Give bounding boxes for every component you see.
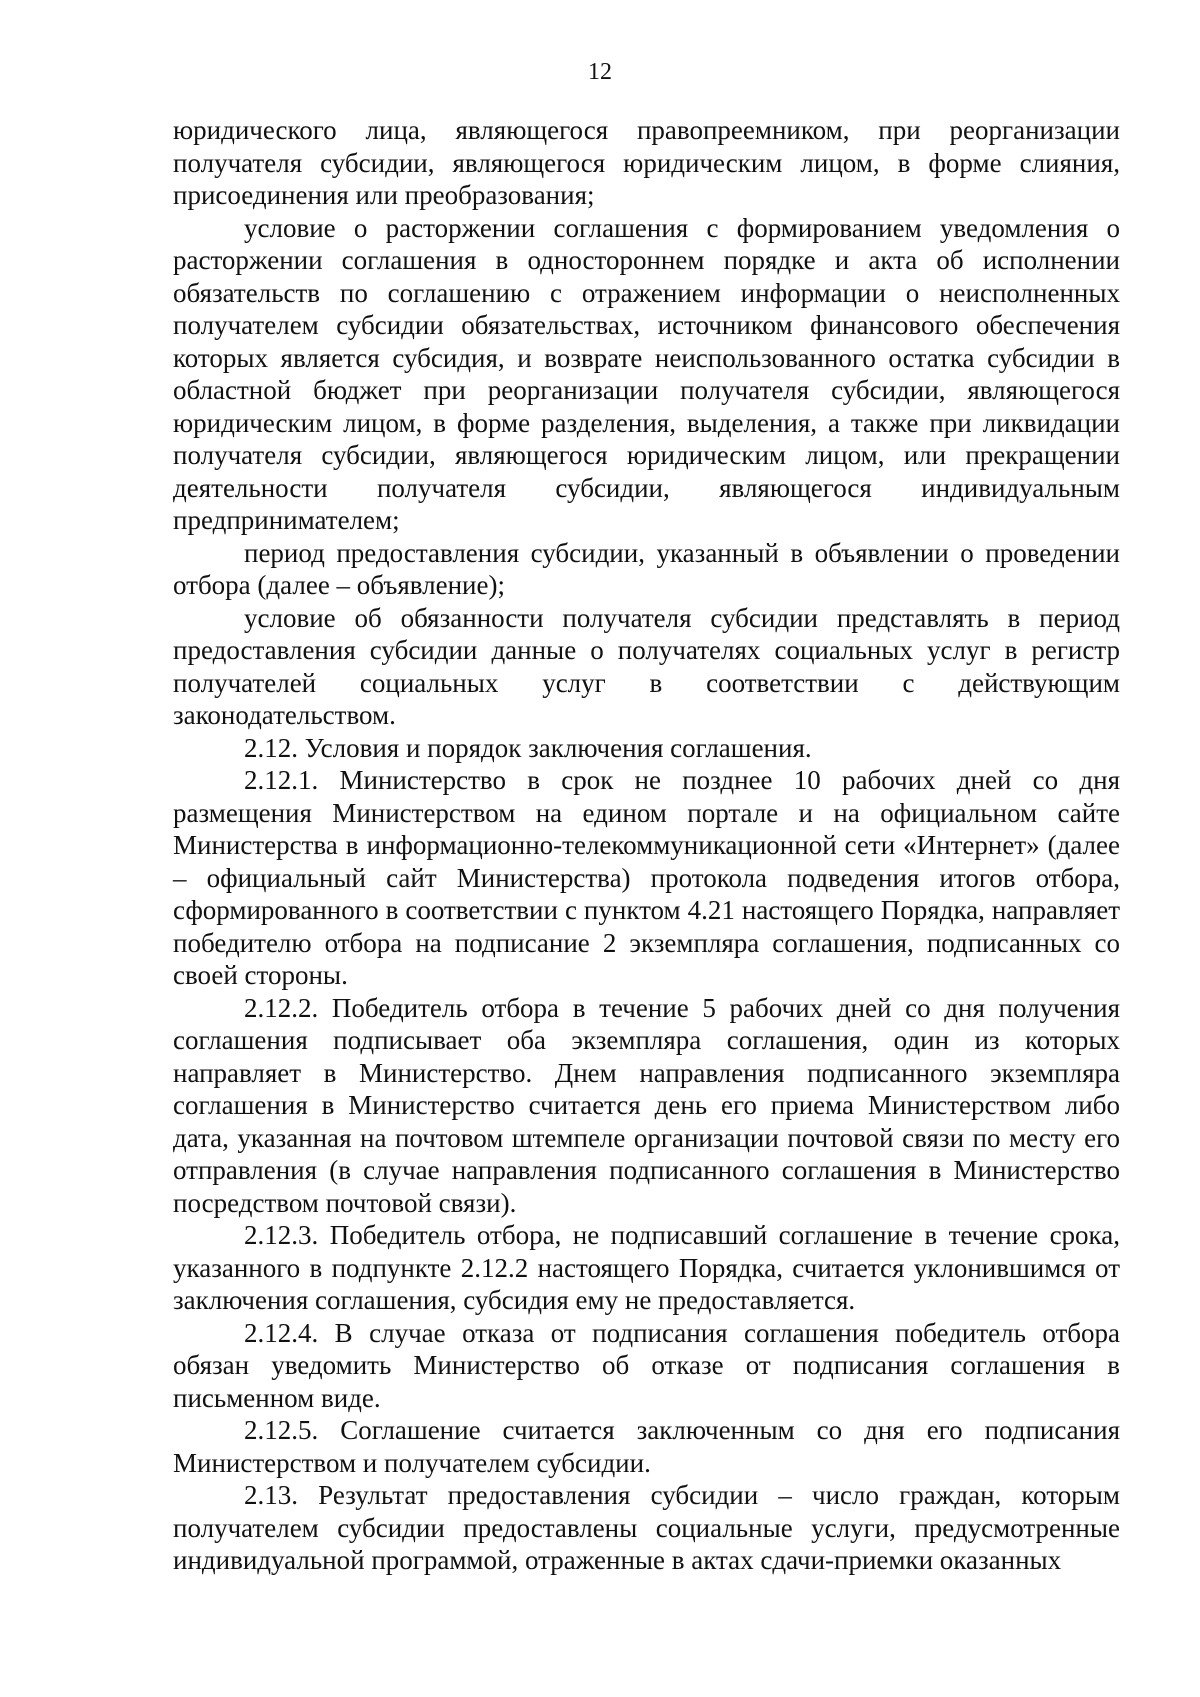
paragraph-registry-obligation: условие об обязанности получателя субсидии представлять в период предоставления субсидии данные о получателях социальных услуг в регистр получателей социальных услуг в соответствии с действующим законодательством. (173, 602, 1120, 730)
paragraph-2-12-5: 2.12.5. Соглашение считается заключенным со дня его подписания Министерством и получателем субсидии. (173, 1415, 1120, 1478)
paragraph-2-12-3: 2.12.3. Победитель отбора, не подписавший соглашение в течение срока, указанного в подпункте 2.12.2 настоящего Порядка, считается уклонившимся от заключения соглашения, субсидия ему не предоставляется. (173, 1220, 1120, 1315)
paragraph-subsidy-period: период предоставления субсидии, указанный в объявлении о проведении отбора (далее – объявление); (173, 537, 1120, 600)
paragraph-2-12-1: 2.12.1. Министерство в срок не позднее 10 рабочих дней со дня размещения Министерством на едином портале и на официальном сайте Министерства в информационно-телекоммуникационной сети «Интернет» (далее – официальный сайт Министерства) протокола подведения итогов отбора, сформированного в соответствии с пунктом 4.21 настоящего Порядка, направляет победителю отбора на подписание 2 экземпляра соглашения, подписанных со своей стороны. (173, 765, 1120, 990)
paragraph-termination-condition: условие о расторжении соглашения с формированием уведомления о расторжении соглашения в одностороннем порядке и акта об исполнении обязательств по соглашению с отражением информации о неисполненных получателем субсидии обязательствах, источником финансового обеспечения которых является субсидия, и возврате неиспользованного остатка субсидии в областной бюджет при реорганизации получателя субсидии, являющегося юридическим лицом, в форме разделения, выделения, а также при ликвидации получателя субсидии, являющегося юридическим лицом, или прекращении деятельности получателя субсидии, являющегося индивидуальным предпринимателем; (173, 212, 1120, 535)
paragraph-continuation: юридического лица, являющегося правопреемником, при реорганизации получателя субсидии, являющегося юридическим лицом, в форме слияния, присоединения или преобразования; (173, 115, 1120, 210)
page-number: 12 (588, 59, 612, 85)
document-body (173, 114, 1120, 1577)
paragraph-2-12-2: 2.12.2. Победитель отбора в течение 5 рабочих дней со дня получения соглашения подписывает оба экземпляра соглашения, один из которых направляет в Министерство. Днем направления подписанного экземпляра соглашения в Министерство считается день его приема Министерством либо дата, указанная на почтовом штемпеле организации почтовой связи по месту его отправления (в случае направления подписанного соглашения в Министерство посредством почтовой связи). (173, 992, 1120, 1218)
paragraph-2-12-heading: 2.12. Условия и порядок заключения соглашения. (244, 732, 812, 763)
paragraph-2-13: 2.13. Результат предоставления субсидии – число граждан, которым получателем субсидии предоставлены социальные услуги, предусмотренные индивидуальной программой, отраженные в актах сдачи-приемки оказанных (173, 1480, 1120, 1575)
paragraph-2-12-4: 2.12.4. В случае отказа от подписания соглашения победитель отбора обязан уведомить Министерство об отказе от подписания соглашения в письменном виде. (173, 1317, 1120, 1413)
